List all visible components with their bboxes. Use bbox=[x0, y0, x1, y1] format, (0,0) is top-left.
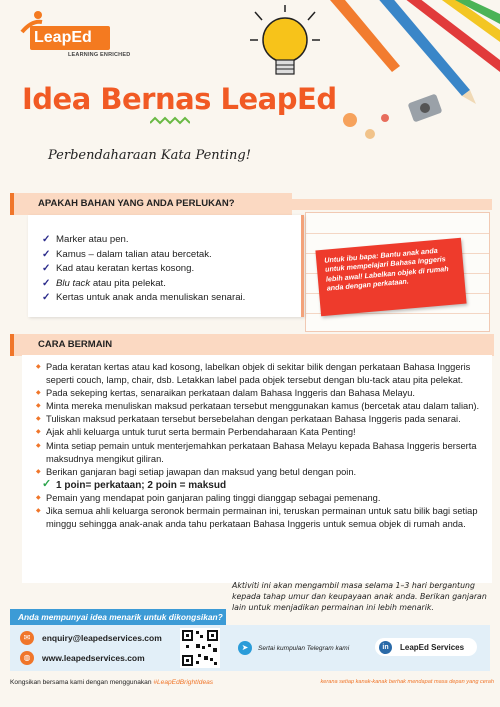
green-scribble bbox=[150, 116, 190, 126]
list-item: ✓ Kertas untuk anak anda menuliskan senarai. bbox=[42, 291, 245, 306]
list-item: ✓ Kad atau keratan kertas kosong. bbox=[42, 262, 245, 277]
stationery-illustration bbox=[200, 0, 500, 150]
list-item: ✓ Kamus – dalam talian atau bercetak. bbox=[42, 248, 245, 263]
parent-note: Untuk ibu bapa: Bantu anak anda untuk mempelajari Bahasa Inggeris lebih awal! Labelkan objek di rumah anda dengan perkataan. bbox=[315, 238, 466, 316]
materials-card bbox=[28, 215, 304, 317]
telegram-icon: ➤ bbox=[238, 641, 252, 655]
list-item: ◆ Jika semua ahli keluarga seronok bermain permainan ini, teruskan permainan untuk satu bilik bagi setiap minggu sehingga anak-anak anda tahu perkataan Bahasa Inggeris untuk semua objek di rumah anda. bbox=[36, 505, 486, 531]
list-item: ◆ Pada keratan kertas atau kad kosong, labelkan objek di sekitar bilik dengan perkataan Bahasa Inggeris seperti couch, lamp, chair, dsb. Letakkan label pada objek tersebut dengan blu-tack atau pita pelekat. bbox=[36, 361, 486, 387]
decor-stripe bbox=[292, 199, 492, 210]
list-item: ◆ Ajak ahli keluarga untuk turut serta bermain Perbendaharaan Kata Penting! bbox=[36, 426, 486, 439]
page-title: Idea Bernas LeapEd bbox=[22, 82, 337, 116]
sharpener-icon bbox=[407, 93, 442, 122]
qr-code[interactable] bbox=[180, 628, 220, 668]
footer-share: Kongsikan bersama kami dengan menggunakan #LeapEdBrightIdeas bbox=[10, 679, 214, 686]
howto-card bbox=[22, 355, 492, 583]
telegram-link[interactable]: ➤ Sertai kumpulan Telegram kami bbox=[238, 641, 349, 655]
list-item: ◆ Pada sekeping kertas, senaraikan perkataan dalam Bahasa Inggeris dan Bahasa Melayu. bbox=[36, 387, 486, 400]
list-item: ◆ Tuliskan maksud perkataan tersebut bersebelahan dengan perkataan Bahasa Inggeris pada senarai. bbox=[36, 413, 486, 426]
check-icon: ✓ bbox=[42, 248, 51, 260]
page-subtitle: Perbendaharaan Kata Penting! bbox=[48, 148, 251, 163]
howto-heading: CARA BERMAIN bbox=[10, 334, 494, 356]
list-item: ✓ Blu tack atau pita pelekat. bbox=[42, 277, 245, 292]
list-item: ◆ Minta setiap pemain untuk menterjemahkan perkataan Bahasa Melayu kepada Bahasa Inggeris berserta maksudnya mengikut giliran. bbox=[36, 440, 486, 466]
contact-bar bbox=[10, 625, 490, 671]
share-prompt: Anda mempunyai idea menarik untuk dikongsikan? bbox=[10, 609, 226, 625]
points-rule: ✓ 1 poin= perkataan; 2 poin = maksud bbox=[36, 479, 486, 492]
logo-tagline: LEARNING ENRICHED bbox=[68, 52, 131, 58]
lightbulb-icon bbox=[250, 5, 320, 74]
steps-list bbox=[36, 361, 486, 531]
list-item: ◆ Pemain yang mendapat poin ganjaran paling tinggi dianggap sebagai pemenang. bbox=[36, 492, 486, 505]
email-link[interactable]: ✉ enquiry@leapedservices.com bbox=[20, 631, 162, 645]
linkedin-icon: in bbox=[379, 641, 392, 654]
list-item: ◆ Berikan ganjaran bagi setiap jawapan dan maksud yang betul dengan poin. bbox=[36, 466, 486, 479]
footer-motto: kerana setiap kanak-kanak berhak mendapat masa depan yang cerah bbox=[320, 679, 494, 685]
hashtag-link[interactable]: #LeapEdBrightIdeas bbox=[153, 679, 214, 686]
list-item: ◆ Minta mereka menuliskan maksud perkataan tersebut menggunakan kamus (bercetak atau dalam talian). bbox=[36, 400, 486, 413]
linkedin-link[interactable]: in LeapEd Services bbox=[375, 638, 477, 656]
colored-pencils bbox=[330, 0, 500, 104]
check-icon: ✓ bbox=[42, 292, 51, 303]
website-link[interactable]: ◍ www.leapedservices.com bbox=[20, 651, 145, 665]
check-icon: ✓ bbox=[42, 234, 51, 245]
logo-wordmark: LeapEd bbox=[30, 26, 110, 50]
materials-heading: APAKAH BAHAN YANG ANDA PERLUKAN? bbox=[10, 193, 292, 215]
duration-note: Aktiviti ini akan mengambil masa selama 1–3 hari bergantung kepada tahap umur dan keupayaan anak anda. Berikan ganjaran lain untuk menjadikan permainan ini lebih menarik. bbox=[232, 581, 487, 612]
list-item: ✓ Marker atau pen. bbox=[42, 233, 245, 248]
check-icon: ✓ bbox=[42, 277, 51, 289]
materials-list bbox=[42, 233, 245, 306]
globe-icon: ◍ bbox=[20, 651, 34, 665]
mail-icon: ✉ bbox=[20, 631, 34, 645]
check-icon: ✓ bbox=[42, 263, 51, 274]
